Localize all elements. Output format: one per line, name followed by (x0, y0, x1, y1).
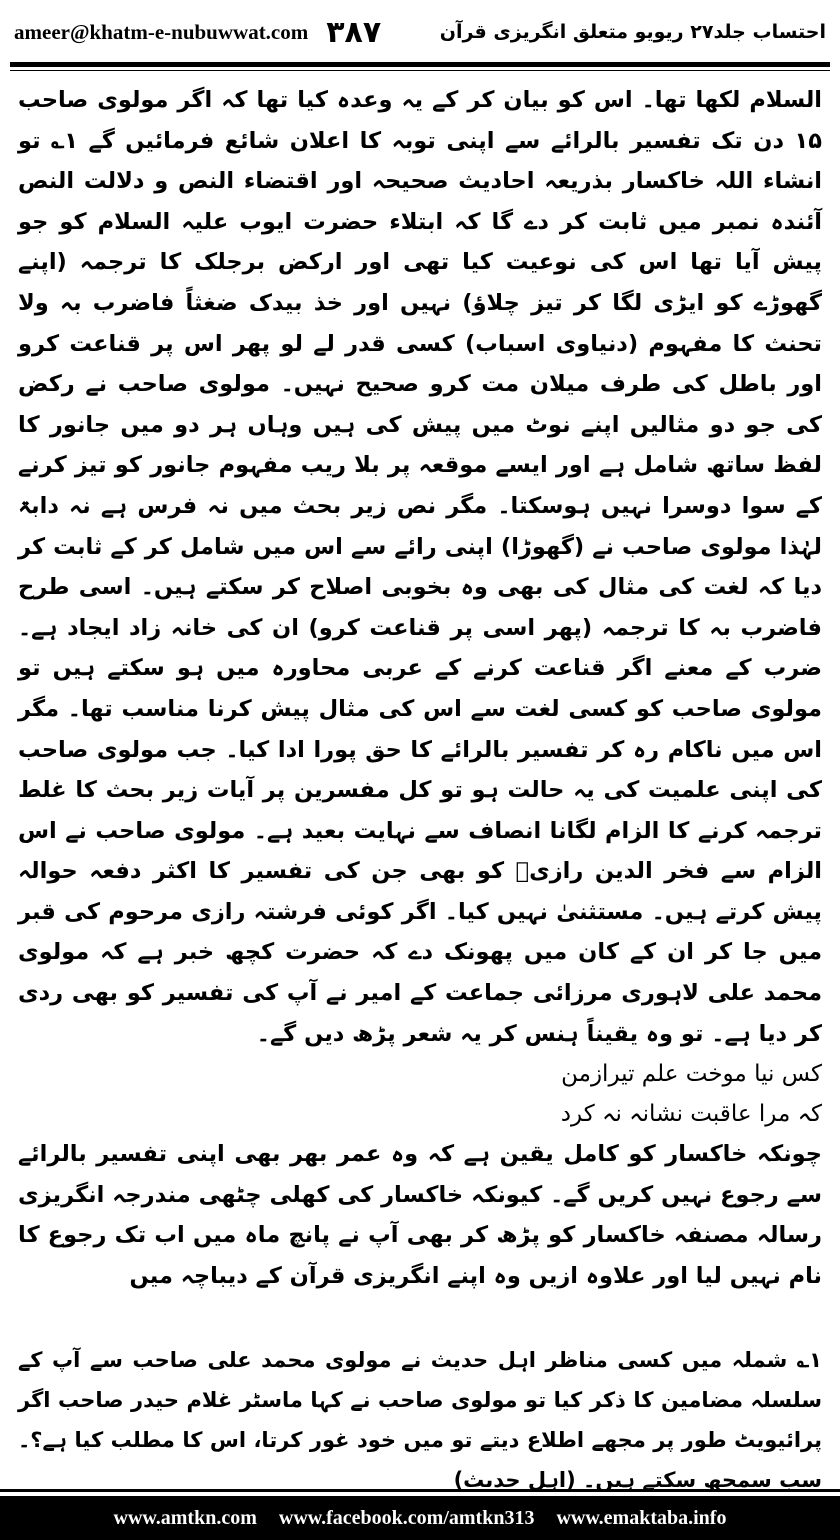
running-title: احتساب جلد۲۷ ریویو متعلق انگریزی قرآن (439, 21, 826, 43)
verse-line-2: کہ مرا عاقبت نشانہ نہ کرد (560, 1101, 822, 1128)
paragraph-1: السلام لکھا تھا۔ اس کو بیان کر کے یہ وعدہ کیا تھا کہ اگر مولوی صاحب ۱۵ دن تک تفسیر بالرائے سے اپنی توبہ کا اعلان شائع فرمائیں گے ۱؎ تو انشاء اللہ خاکسار بذریعہ احادیث صحیحہ اور اقتضاء النص و دلالت النص آئندہ نمبر میں ثابت کر دے گا کہ ابتلاء حضرت ایوب علیہ السلام کو جو پیش آیا تھا اس کی نوعیت کیا تھی اور ارکض برجلک کا ترجمہ (اپنے گھوڑے کو ایڑی لگا کر تیز چلاؤ) نہیں اور خذ بیدک ضغثاً فاضرب بہ ولا تحنث کا مفہوم (دنیاوی اسباب) کسی قدر لے لو پھر اس پر قناعت کرو اور باطل کی طرف میلان مت کرو صحیح نہیں۔ مولوی صاحب نے رکض کی جو دو مثالیں اپنے نوٹ میں پیش کی ہیں وہاں ہر دو میں جانور کا لفظ ساتھ شامل ہے اور ایسے موقعہ پر بلا ریب مفہوم جانور کو تیز کرنے کے سوا دوسرا نہیں ہوسکتا۔ مگر نص زیر بحث میں نہ فرس ہے نہ دابۃ لہٰذا مولوی صاحب نے (گھوڑا) اپنی رائے سے اس میں شامل کر کے ثابت کر دیا کہ لغت کی مثال کی بھی وہ بخوبی اصلاح کر سکتے ہیں۔ اسی طرح فاضرب بہ کا ترجمہ (پھر اسی پر قناعت کرو) ان کی خانہ زاد ایجاد ہے۔ ضرب کے معنے اگر قناعت کرنے کے عربی محاورہ میں ہو سکتے ہیں تو مولوی صاحب کو کسی لغت سے اس کی مثال پیش کرنا مناسب تھا۔ مگر اس میں ناکام رہ کر تفسیر بالرائے کا حق پورا ادا کیا۔ جب مولوی صاحب کی اپنی علمیت کی یہ حالت ہو تو کل مفسرین پر آیات زیر بحث کا غلط ترجمہ کرنے کا الزام لگانا انصاف سے نہایت بعید ہے۔ مولوی صاحب نے اس الزام سے فخر الدین رازیؒ کو بھی جن کی تفسیر کا اکثر دفعہ حوالہ پیش کرتے ہیں۔ مستثنیٰ نہیں کیا۔ اگر کوئی فرشتہ رازی مرحوم کی قبر میں جا کر ان کے کان میں پھونک دے کہ حضرت کچھ خبر ہے کہ مولوی محمد علی لاہوری مرزائی جماعت کے امیر نے آپ کی تفسیر کو بھی ردی کر دیا ہے۔ تو وہ یقیناً ہنس کر یہ شعر پڑھ دیں گے۔ (18, 87, 822, 1047)
verse-line-1: کس نیا موخت علم تیرازمن (561, 1061, 822, 1088)
page-number: ۳۸۷ (326, 14, 382, 50)
header-rule-thin (10, 70, 830, 71)
footer-bar (0, 1492, 840, 1540)
header-email[interactable]: ameer@khatm-e-nubuwwat.com (14, 19, 309, 44)
header-rule-thick (10, 62, 830, 67)
footnote (18, 1340, 822, 1500)
paragraph-2: چونکہ خاکسار کو کامل یقین ہے کہ وہ عمر بھر بھی اپنی تفسیر بالرائے سے رجوع نہیں کریں گے۔ کیونکہ خاکسار کی کھلی چٹھی مندرجہ انگریزی رسالہ مصنفہ خاکسار کو پڑھ کر بھی آپ نے پانچ ماہ میں اب تک رجوع کا نام نہیں لیا اور علاوہ ازیں وہ اپنے انگریزی قرآن کے دیباچہ میں (18, 1141, 822, 1290)
page-header (14, 6, 826, 58)
footer-link-emaktaba[interactable]: www.emaktaba.info (556, 1506, 727, 1529)
footnote-text: ۱؎ شملہ میں کسی مناظر اہل حدیث نے مولوی محمد علی صاحب سے آپ کے سلسلہ مضامین کا ذکر کیا تو مولوی صاحب نے کہا ماسٹر غلام حیدر صاحب اگر پرائیویٹ طور پر مجھے اطلاع دیتے تو میں خود غور کرتا، اس کا مطلب کیا ہے؟۔ سب سمجھ سکتے ہیں۔ (اہل حدیث) (18, 1348, 822, 1492)
footer-link-facebook[interactable]: www.facebook.com/amtkn313 (278, 1506, 535, 1529)
main-text (18, 80, 822, 1297)
footer-link-amtkn[interactable]: www.amtkn.com (113, 1506, 257, 1529)
